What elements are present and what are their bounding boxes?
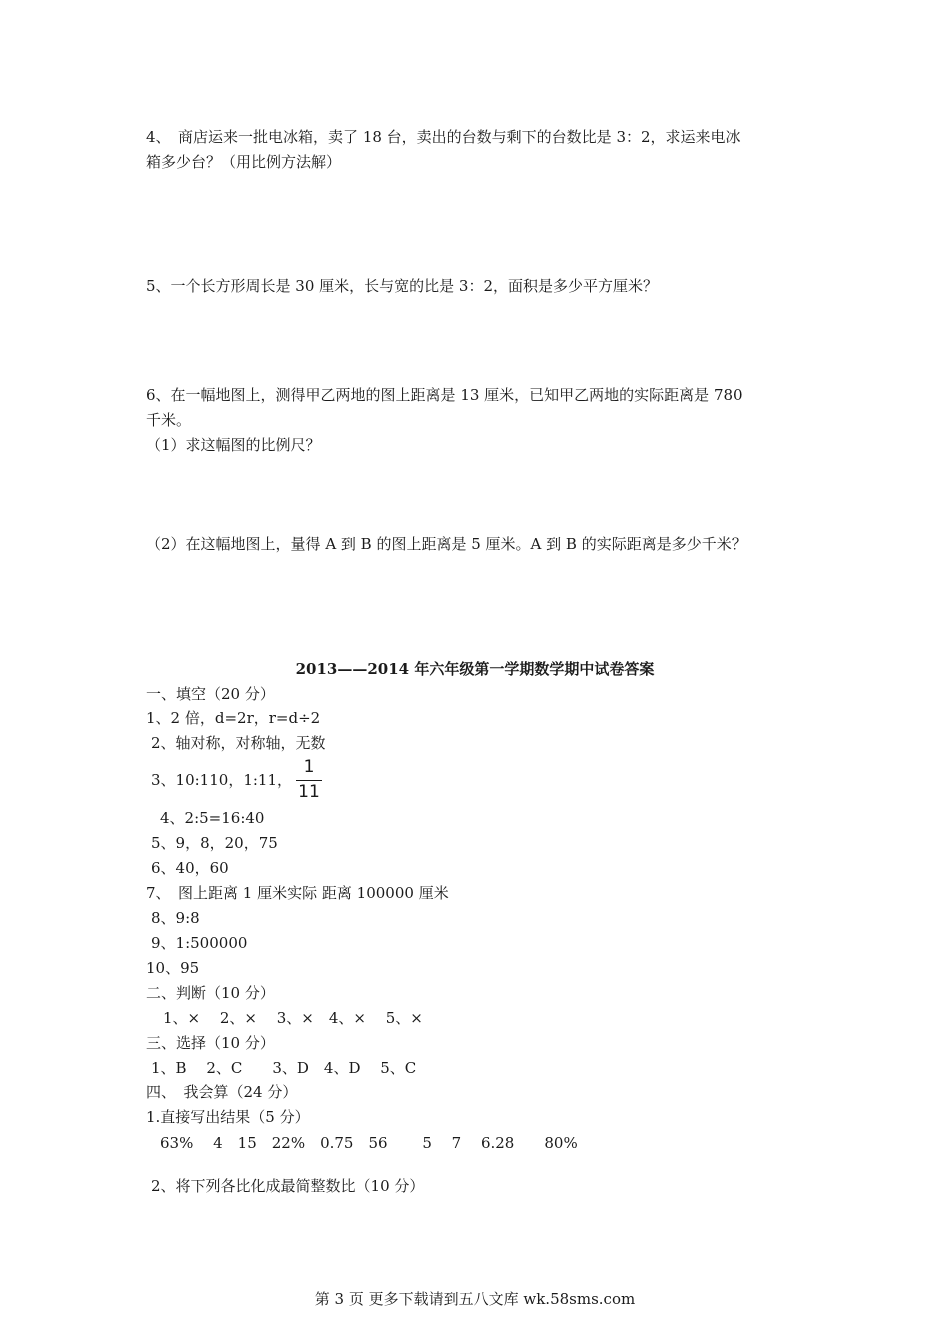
answer-1: 1、2 倍，d=2r，r=d÷2	[146, 709, 321, 727]
question-4-line-2: 箱多少台？（用比例方法解）	[146, 153, 342, 171]
answer-10: 10、95	[146, 959, 200, 977]
fraction-numerator: 1	[303, 757, 315, 777]
section-3-heading: 三、选择（10 分）	[146, 1034, 275, 1052]
answer-7: 7、 图上距离 1 厘米实际 距离 100000 厘米	[146, 884, 449, 902]
section-2-heading: 二、判断（10 分）	[146, 984, 275, 1002]
answer-2: 2、轴对称，对称轴，无数	[151, 734, 326, 752]
section-2-answers: 1、× 2、× 3、× 4、× 5、×	[163, 1009, 423, 1027]
question-6-sub-2: （2）在这幅地图上，量得 A 到 B 的图上距离是 5 厘米。A 到 B 的实际距离是多少千米？	[146, 535, 747, 553]
question-6-line-2: 千米。	[146, 411, 192, 429]
answer-3-fraction	[296, 757, 322, 804]
answer-4: 4、2:5=16:40	[160, 809, 265, 827]
answer-5: 5、9，8，20，75	[151, 834, 278, 852]
section-4-heading: 四、 我会算（24 分）	[146, 1083, 298, 1101]
answer-6: 6、40，60	[151, 859, 229, 877]
fraction-bar	[296, 780, 322, 781]
page-footer: 第 3 页 更多下载请到五八文库 wk.58sms.com	[314, 1290, 636, 1308]
question-6-line-1: 6、在一幅地图上，测得甲乙两地的图上距离是 13 厘米，已知甲乙两地的实际距离是 780	[146, 386, 743, 404]
section-4-sub-2: 2、将下列各比化成最简整数比（10 分）	[151, 1177, 425, 1195]
fraction-denominator: 11	[298, 782, 320, 802]
section-1-heading: 一、填空（20 分）	[146, 685, 275, 703]
answer-8: 8、9:8	[151, 909, 200, 927]
answer-key-title: 2013——2014 年六年级第一学期数学期中试卷答案	[295, 660, 655, 678]
answer-3: 3、10:110，1:11，	[151, 771, 292, 789]
section-4-sub-1: 1.直接写出结果（5 分）	[146, 1108, 310, 1126]
question-6-sub-1: （1）求这幅图的比例尺？	[146, 436, 321, 454]
section-4-sub-1-answers: 63% 4 15 22% 0.75 56 5 7 6.28 80%	[160, 1134, 578, 1152]
answer-9: 9、1:500000	[151, 934, 248, 952]
section-3-answers: 1、B 2、C 3、D 4、D 5、C	[151, 1059, 417, 1077]
question-5: 5、一个长方形周长是 30 厘米，长与宽的比是 3：2，面积是多少平方厘米？	[146, 277, 659, 295]
question-4-line-1: 4、 商店运来一批电冰箱，卖了 18 台，卖出的台数与剩下的台数比是 3：2，求运来电冰	[146, 128, 741, 146]
